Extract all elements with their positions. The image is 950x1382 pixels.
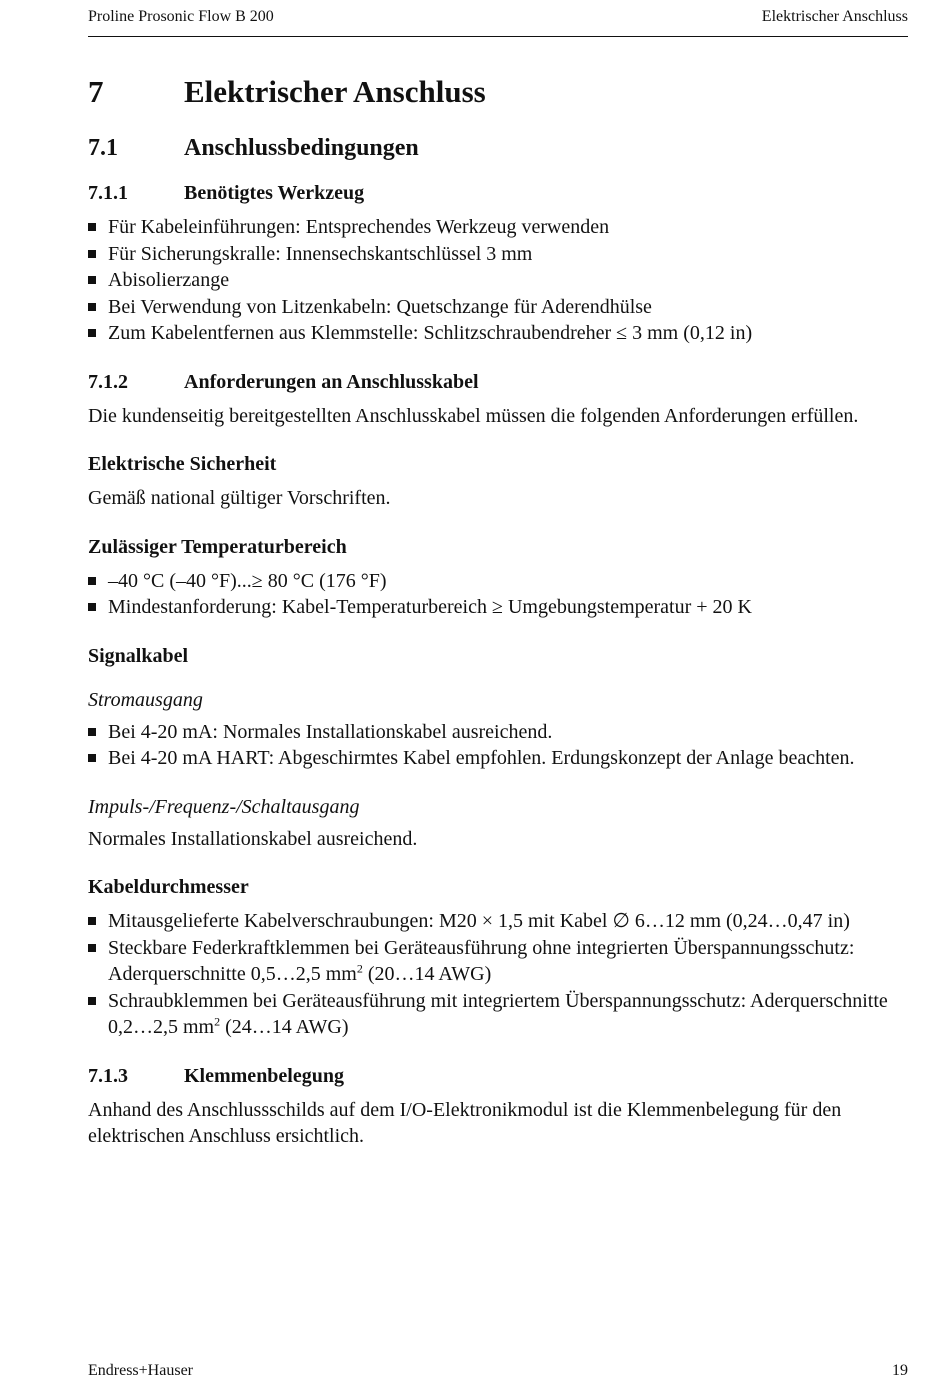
pulse-output-heading: Impuls-/Frequenz-/Schaltausgang [88, 795, 360, 818]
subsection-heading-cable-requirements [88, 369, 908, 395]
running-header [88, 8, 908, 37]
list-item [88, 988, 908, 1041]
list-item [88, 745, 908, 772]
bullet-icon [88, 603, 96, 611]
running-footer [88, 1362, 908, 1380]
subsection-title: Benötigtes Werkzeug [184, 182, 365, 204]
cable-diameter-heading: Kabeldurchmesser [88, 876, 249, 898]
bullet-icon [88, 250, 96, 258]
bullet-icon [88, 944, 96, 952]
subsection-number: 7.1.1 [88, 182, 128, 204]
page-content [88, 72, 908, 1172]
list-item-text: Abisolierzange [108, 269, 230, 291]
bullet-icon [88, 997, 96, 1005]
list-item [88, 320, 908, 347]
signal-cable-heading: Signalkabel [88, 644, 189, 667]
header-chapter-name: Elektrischer Anschluss [761, 8, 908, 25]
electrical-safety-heading: Elektrische Sicherheit [88, 453, 277, 475]
bullet-icon [88, 329, 96, 337]
electrical-safety-text: Gemäß national gültiger Vorschriften. [88, 487, 391, 509]
superscript: 2 [356, 961, 363, 976]
subsection-heading-terminal-assignment [88, 1063, 908, 1089]
list-item [88, 214, 908, 241]
list-item-text: Bei 4-20 mA: Normales Installationskabel ausreichend. [108, 720, 553, 743]
list-item [88, 241, 908, 268]
current-output-heading: Stromausgang [88, 688, 203, 711]
tools-list [88, 214, 908, 347]
list-item-text: Mitausgelieferte Kabelverschraubungen: M20 × 1,5 mit Kabel ∅ 6…12 mm (0,24…0,47 in) [108, 910, 850, 932]
subsection-title: Klemmenbelegung [184, 1064, 344, 1087]
subsection-number: 7.1.2 [88, 370, 128, 393]
list-item-text: –40 °C (–40 °F)...≥ 80 °C (176 °F) [108, 569, 387, 592]
superscript: 2 [214, 1014, 221, 1029]
subsection-heading-tools [88, 180, 908, 206]
list-item [88, 908, 908, 935]
bullet-icon [88, 276, 96, 284]
bullet-icon [88, 728, 96, 736]
list-item-text-tail: (20…14 AWG) [362, 963, 492, 985]
temperature-range-heading: Zulässiger Temperaturbereich [88, 535, 347, 558]
header-product-name: Proline Prosonic Flow B 200 [88, 8, 274, 25]
list-item-text: Mindestanforderung: Kabel-Temperaturbereich ≥ Umgebungstemperatur + 20 K [108, 596, 752, 618]
bullet-icon [88, 754, 96, 762]
list-item [88, 594, 908, 621]
subsection-title: Anforderungen an Anschlusskabel [184, 370, 479, 393]
list-item [88, 267, 908, 294]
chapter-heading [88, 72, 908, 112]
temperature-list [88, 568, 908, 621]
list-item [88, 935, 908, 988]
bullet-icon [88, 303, 96, 311]
list-item [88, 719, 908, 746]
list-item [88, 294, 908, 321]
bullet-icon [88, 223, 96, 231]
current-output-list [88, 719, 908, 772]
list-item-text-tail: (24…14 AWG) [220, 1016, 349, 1038]
subsection-number: 7.1.3 [88, 1064, 128, 1087]
list-item-text: Zum Kabelentfernen aus Klemmstelle: Schlitzschraubendreher ≤ 3 mm (0,12 in) [108, 322, 753, 344]
chapter-number: 7 [88, 74, 104, 109]
bullet-icon [88, 917, 96, 925]
page-number: 19 [892, 1362, 908, 1379]
list-item [88, 568, 908, 595]
terminal-assignment-text: Anhand des Anschlussschilds auf dem I/O-Elektronikmodul ist die Klemmenbelegung für den elektrischen Anschluss ersichtlich. [88, 1098, 842, 1147]
list-item-text: Für Sicherungskralle: Innensechskantschlüssel 3 mm [108, 242, 533, 265]
footer-brand: Endress+Hauser [88, 1362, 193, 1379]
section-title: Anschlussbedingungen [184, 135, 419, 161]
list-item-text: Schraubklemmen bei Geräteausführung mit integriertem Überspannungsschutz: Aderquerschnitte 0,2…2,5 mm [108, 989, 888, 1038]
cable-requirements-intro: Die kundenseitig bereitgestellten Anschlusskabel müssen die folgenden Anforderungen erfüllen. [88, 404, 859, 427]
section-number: 7.1 [88, 135, 118, 161]
section-heading [88, 132, 908, 164]
pulse-output-text: Normales Installationskabel ausreichend. [88, 827, 418, 850]
list-item-text: Bei Verwendung von Litzenkabeln: Quetschzange für Aderendhülse [108, 295, 652, 318]
list-item-text: Bei 4-20 mA HART: Abgeschirmtes Kabel empfohlen. Erdungskonzept der Anlage beachten. [108, 747, 855, 769]
list-item-text: Steckbare Federkraftklemmen bei Geräteausführung ohne integrierten Überspannungsschutz: Aderquerschnitte 0,5…2,5 mm [108, 936, 855, 985]
cable-diameter-list [88, 908, 908, 1041]
chapter-title: Elektrischer Anschluss [184, 74, 486, 109]
list-item-text: Für Kabeleinführungen: Entsprechendes Werkzeug verwenden [108, 216, 610, 238]
bullet-icon [88, 577, 96, 585]
